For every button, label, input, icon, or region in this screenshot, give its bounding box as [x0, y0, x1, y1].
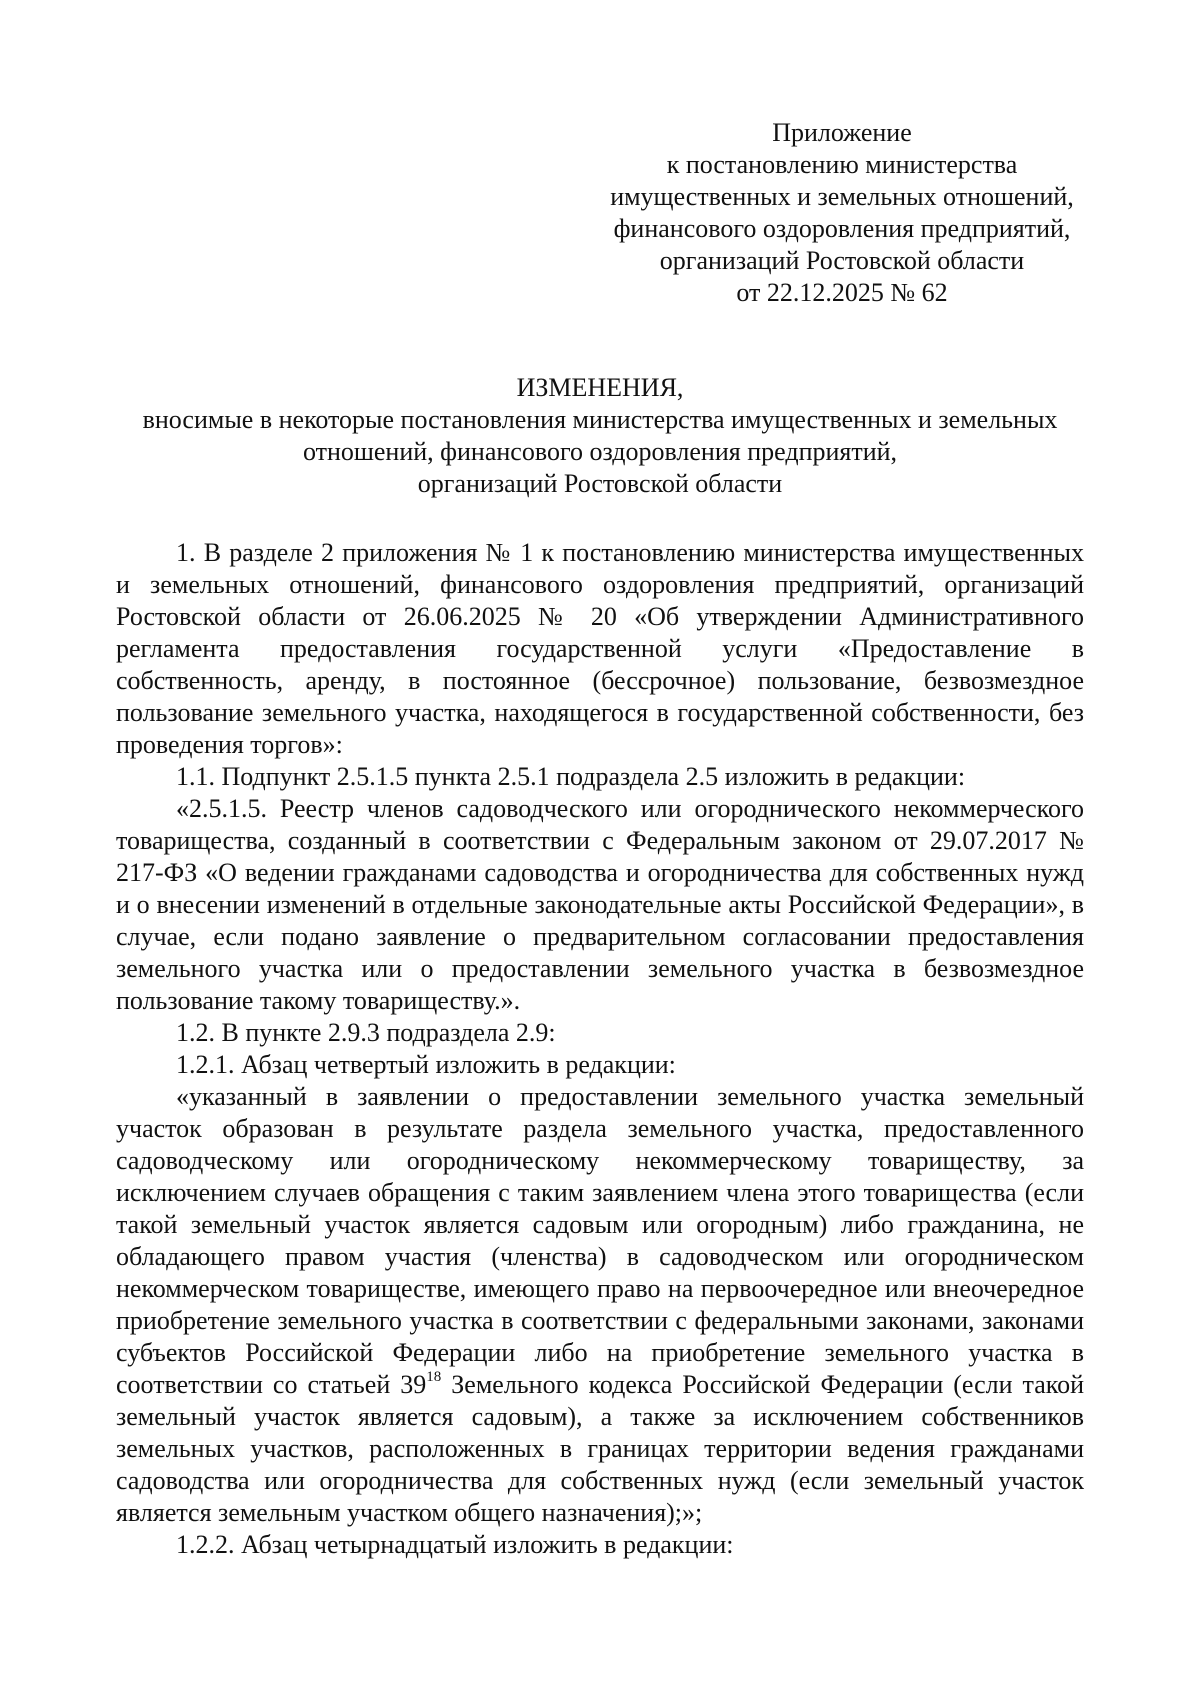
- appendix-line: к постановлению министерства: [666, 150, 1018, 179]
- title-line: отношений, финансового оздоровления предприятий,: [302, 437, 898, 466]
- appendix-date-number: от 22.12.2025 № 62: [736, 278, 948, 307]
- appendix-header: [600, 117, 1084, 309]
- appendix-line: Приложение: [772, 118, 912, 147]
- title-heading: ИЗМЕНЕНИЯ,: [516, 373, 684, 402]
- paragraph-item-1-2-2: 1.2.2. Абзац четырнадцатый изложить в редакции:: [176, 1530, 734, 1559]
- paragraph-text-part-b: Земельного кодекса Российской Федерации (если такой земельный участок является садовым), а также за исключением собственников земельных участков, расположенных в границах территории ведения гражданами садоводства или огородничества для собственных нужд (если земельный участок является земельным участком общего назначения);»;: [116, 1370, 1084, 1527]
- title-line: организаций Ростовской области: [417, 469, 783, 498]
- superscript-article-index: 18: [426, 1369, 442, 1385]
- paragraph-item-1-1: 1.1. Подпункт 2.5.1.5 пункта 2.5.1 подраздела 2.5 изложить в редакции:: [176, 762, 966, 791]
- appendix-line: организаций Ростовской области: [659, 246, 1025, 275]
- paragraph-text-part-a: «указанный в заявлении о предоставлении земельного участка земельный участок образован в результате раздела земельного участка, предоставленного садоводческому или огородническому некоммерческому товариществу, за исключением случаев обращения с таким заявлением члена этого товарищества (если такой земельный участок является садовым или огородным) либо гражданина, не обладающего правом участия (членства) в садоводческом или огородническом некоммерческом товариществе, имеющего право на первоочередное или внеочередное приобретение земельного участка в соответствии с федеральными законами, законами субъектов Российской Федерации либо на приобретение земельного участка в соответствии со статьей 39: [116, 1082, 1084, 1399]
- appendix-line: имущественных и земельных отношений,: [610, 182, 1074, 211]
- title-line: вносимые в некоторые постановления министерства имущественных и земельных: [142, 405, 1058, 434]
- appendix-line: финансового оздоровления предприятий,: [613, 214, 1071, 243]
- paragraph-item-1: 1. В разделе 2 приложения № 1 к постановлению министерства имущественных и земельных отношений, финансового оздоровления предприятий, организаций Ростовской области от 26.06.2025 № 20 «Об утверждении Административного регламента предоставления государственной услуги «Предоставление в собственность, аренду, в постоянное (бессрочное) пользование, безвозмездное пользование земельного участка, находящегося в государственной собственности, без проведения торгов»:: [116, 538, 1084, 759]
- paragraph-item-1-2-1: 1.2.1. Абзац четвертый изложить в редакции:: [176, 1050, 676, 1079]
- document-title: [80, 372, 1120, 500]
- document-body: [116, 537, 1084, 1561]
- paragraph-item-1-1-text: «2.5.1.5. Реестр членов садоводческого или огороднического некоммерческого товарищества, созданный в соответствии с Федеральным законом от 29.07.2017 № 217-ФЗ «О ведении гражданами садоводства и огородничества для собственных нужд и о внесении изменений в отдельные законодательные акты Российской Федерации», в случае, если подано заявление о предварительном согласовании предоставления земельного участка или о предоставлении земельного участка в безвозмездное пользование такому товариществу.».: [116, 794, 1084, 1015]
- paragraph-item-1-2: 1.2. В пункте 2.9.3 подраздела 2.9:: [176, 1018, 556, 1047]
- paragraph-item-1-2-1-text: [116, 1081, 1084, 1529]
